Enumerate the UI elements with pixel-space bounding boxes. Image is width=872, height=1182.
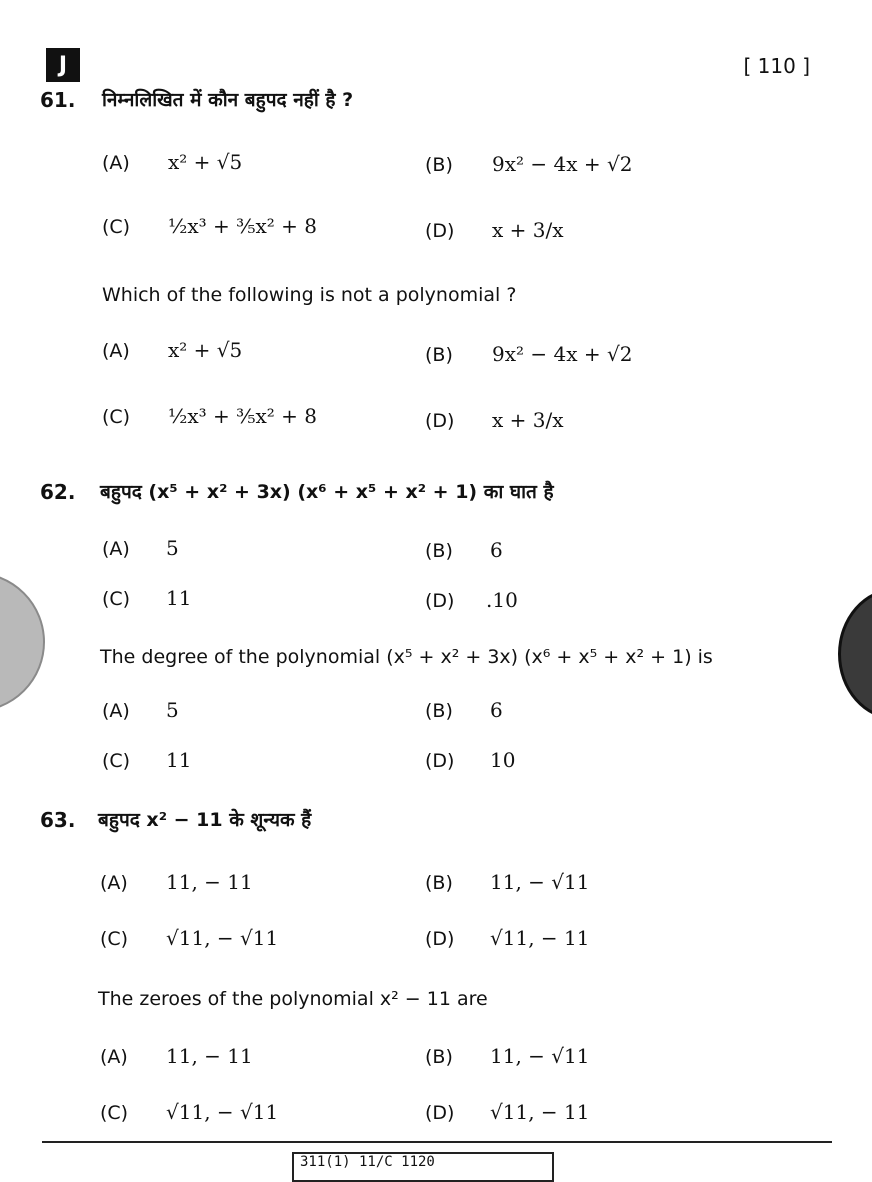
option-letter: (D) <box>425 410 455 432</box>
punch-hole-right <box>838 588 872 720</box>
option-letter: (C) <box>102 750 131 772</box>
option-letter: (D) <box>425 1102 455 1124</box>
option-letter: (D) <box>425 928 455 950</box>
option-value: x + 3/x <box>492 408 564 432</box>
option-letter: (A) <box>102 152 130 174</box>
option-letter: (C) <box>102 406 131 428</box>
option-letter: (C) <box>100 1102 129 1124</box>
option-letter: (A) <box>102 340 130 362</box>
question-text-hindi: बहुपद (x⁵ + x² + 3x) (x⁶ + x⁵ + x² + 1) का घात है <box>100 481 554 503</box>
option-value: 6 <box>490 538 503 562</box>
footer-code: 311(1) 11/C 1120 <box>292 1152 554 1182</box>
option-letter: (C) <box>102 588 131 610</box>
option-letter: (A) <box>102 538 130 560</box>
option-letter: (C) <box>102 216 131 238</box>
option-letter: (B) <box>425 872 453 894</box>
question-text-english: The degree of the polynomial (x⁵ + x² + 3x) (x⁶ + x⁵ + x² + 1) is <box>100 646 713 668</box>
option-letter: (D) <box>425 750 455 772</box>
punch-hole-left <box>0 572 45 712</box>
option-letter: (B) <box>425 1046 453 1068</box>
option-value: 11, − √11 <box>490 870 590 894</box>
option-letter: (C) <box>100 928 129 950</box>
series-badge: J <box>46 48 80 82</box>
option-value: 5 <box>166 536 179 560</box>
option-letter: (B) <box>425 700 453 722</box>
option-value: 5 <box>166 698 179 722</box>
option-letter: (D) <box>425 590 455 612</box>
option-letter: (A) <box>102 700 130 722</box>
option-letter: (B) <box>425 540 453 562</box>
option-value: √11, − √11 <box>166 926 279 950</box>
option-value: ½x³ + ³⁄₅x² + 8 <box>168 214 318 238</box>
option-value: √11, − 11 <box>490 926 590 950</box>
option-value: x² + √5 <box>168 150 243 174</box>
question-text-hindi: निम्नलिखित में कौन बहुपद नहीं है ? <box>102 89 354 111</box>
option-value: 11, − 11 <box>166 1044 253 1068</box>
page-number: [ 110 ] <box>743 54 810 78</box>
option-value: x + 3/x <box>492 218 564 242</box>
option-letter: (A) <box>100 872 128 894</box>
question-number: 63. <box>40 808 76 832</box>
option-value: 11, − 11 <box>166 870 253 894</box>
question-text-hindi: बहुपद x² − 11 के शून्यक हैं <box>98 809 312 831</box>
option-value: 9x² − 4x + √2 <box>492 342 633 366</box>
option-value: 11, − √11 <box>490 1044 590 1068</box>
option-letter: (B) <box>425 344 453 366</box>
option-value: .10 <box>486 588 518 612</box>
option-letter: (B) <box>425 154 453 176</box>
option-value: 6 <box>490 698 503 722</box>
option-value: √11, − √11 <box>166 1100 279 1124</box>
question-text-english: The zeroes of the polynomial x² − 11 are <box>98 988 488 1010</box>
question-number: 61. <box>40 88 76 112</box>
option-value: 11 <box>166 748 192 772</box>
option-letter: (A) <box>100 1046 128 1068</box>
option-value: 10 <box>490 748 516 772</box>
bottom-rule <box>42 1141 832 1143</box>
option-value: ½x³ + ³⁄₅x² + 8 <box>168 404 318 428</box>
option-value: x² + √5 <box>168 338 243 362</box>
option-value: √11, − 11 <box>490 1100 590 1124</box>
question-text-english: Which of the following is not a polynomial ? <box>102 284 517 306</box>
option-letter: (D) <box>425 220 455 242</box>
question-number: 62. <box>40 480 76 504</box>
option-value: 9x² − 4x + √2 <box>492 152 633 176</box>
option-value: 11 <box>166 586 192 610</box>
